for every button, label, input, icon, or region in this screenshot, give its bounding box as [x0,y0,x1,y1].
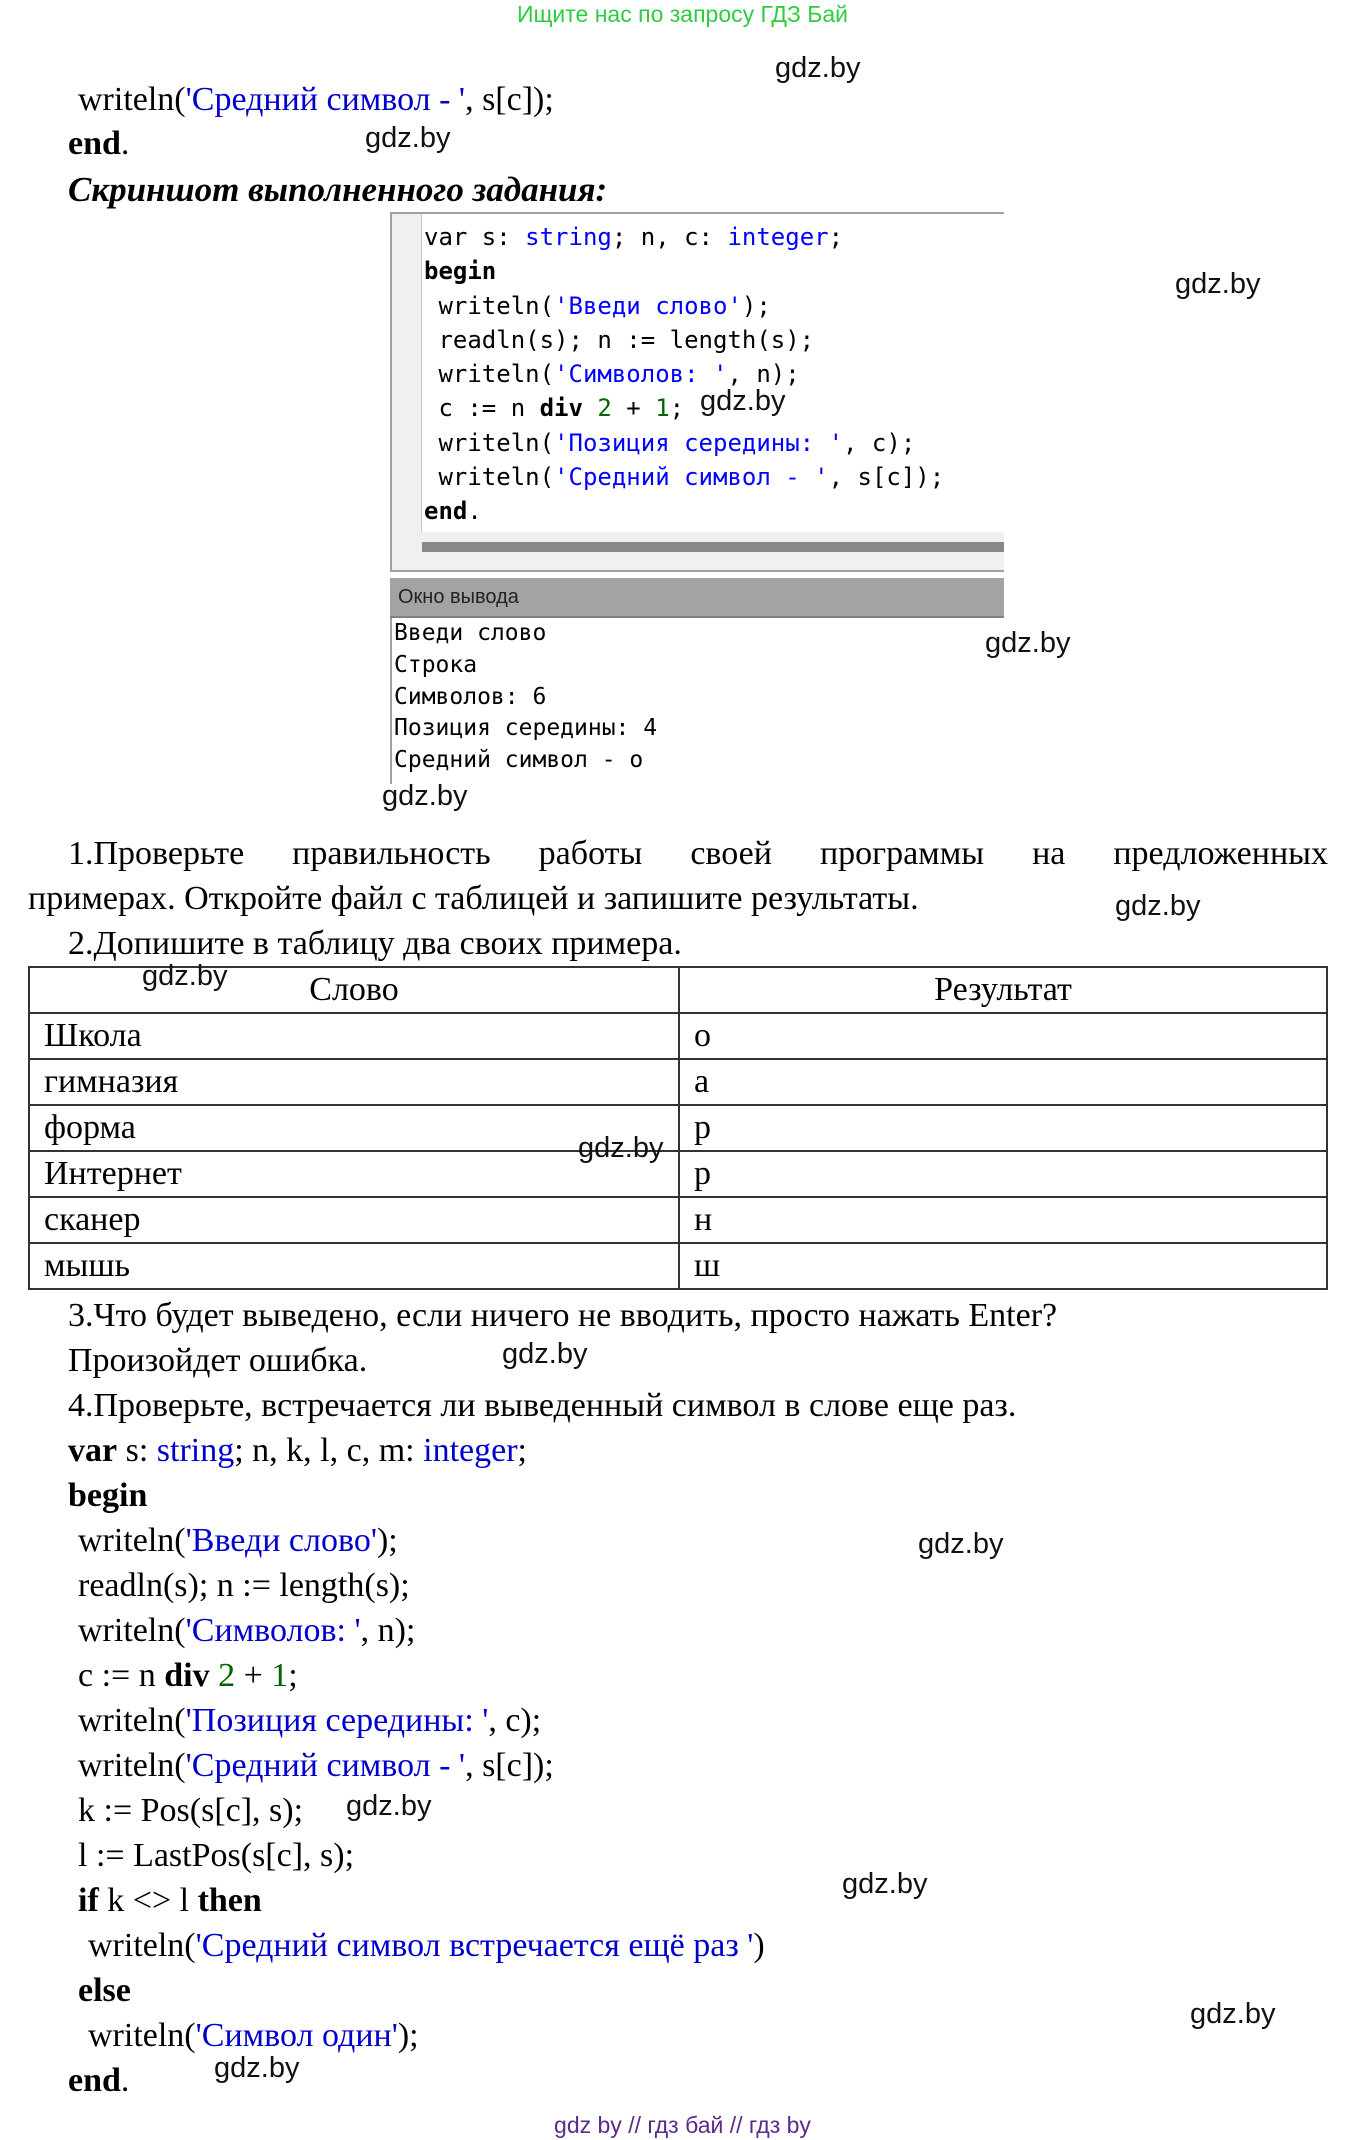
watermark: gdz.by [842,1868,928,1900]
output-window-header: Окно вывода [390,578,1004,618]
watermark: gdz.by [578,1132,664,1164]
cell-word: Школа [29,1013,679,1059]
column-header-result: Результат [679,967,1327,1013]
watermark: gdz.by [1190,1998,1276,2030]
cell-result: ш [679,1243,1327,1289]
code-dot: . [120,125,130,162]
table-row [29,1243,1327,1289]
task-4: 4.Проверьте, встречается ли выведенный символ в слове еще раз. [68,1387,1017,1424]
code2-line: writeln('Введи слово'); [78,1522,398,1559]
top-banner: Ищите нас по запросу ГДЗ Бай [516,1,849,27]
table-row [29,1151,1327,1197]
watermark: gdz.by [382,780,468,812]
code2-line: l := LastPos(s[c], s); [78,1837,355,1874]
code-editor-panel[interactable] [390,212,1004,572]
output-line: Средний символ - о [394,747,644,774]
watermark: gdz.by [918,1528,1004,1560]
code-fn: writeln( [78,81,186,118]
code2-var: var s: string; n, k, l, c, m: integer; [68,1432,527,1469]
cell-result: р [679,1105,1327,1151]
editor-line: readln(s); n := length(s); [424,325,815,354]
code2-else: else [78,1972,131,2009]
watermark: gdz.by [502,1338,588,1370]
cell-result: о [679,1013,1327,1059]
code2-line: k := Pos(s[c], s); [78,1792,304,1829]
code2-begin: begin [68,1477,148,1514]
table-row [29,1059,1327,1105]
task-3-question: 3.Что будет выведено, если ничего не вводить, просто нажать Enter? [68,1297,1058,1334]
editor-line: begin [424,257,497,286]
editor-line: writeln('Позиция середины: ', c); [424,428,916,457]
code2-end: end. [68,2062,130,2099]
editor-line: var s: string; n, c: integer; [424,223,844,251]
table-row [29,1105,1327,1151]
code2-line: if k <> l then [78,1882,262,1919]
code-line-writeln-middle-symbol [78,78,554,122]
editor-code[interactable] [424,220,944,529]
watermark: gdz.by [142,960,228,992]
code-line-end [68,122,129,166]
code2-line: writeln('Символов: ', n); [78,1612,416,1649]
output-line: Позиция середины: 4 [394,715,658,742]
watermark: gdz.by [346,1790,432,1822]
watermark: gdz.by [1115,890,1201,922]
output-window [390,618,1004,784]
code2-line: writeln('Средний символ встречается ещё раз ') [88,1927,765,1964]
watermark: gdz.by [775,52,861,84]
cell-result: а [679,1059,1327,1105]
task-1-line-1: 1.Проверьте правильность работы своей программы на предложенных [68,835,1328,872]
output-line: Строка [394,651,478,678]
cell-word: гимназия [29,1059,679,1105]
editor-line: writeln('Введи слово'); [424,291,771,320]
task-1-line-2: примерах. Откройте файл с таблицей и запишите результаты. [28,880,919,917]
scrollbar-thumb[interactable] [422,542,1004,552]
results-table [28,966,1328,1290]
editor-line: c := n div 2 + 1; [424,394,685,423]
task-3-answer: Произойдет ошибка. [68,1342,368,1379]
cell-result: р [679,1151,1327,1197]
cell-word: сканер [29,1197,679,1243]
table-row [29,1013,1327,1059]
cell-result: н [679,1197,1327,1243]
horizontal-scrollbar[interactable] [392,532,1004,572]
watermark: gdz.by [365,122,451,154]
editor-gutter [392,214,422,532]
table-row [29,1197,1327,1243]
column-header-word: Слово [29,967,679,1013]
screenshot-heading: Скриншот выполненного задания: [68,170,608,209]
editor-line: writeln('Средний символ - ', s[c]); [424,463,945,492]
code2-line: writeln('Символ один'); [88,2017,419,2054]
footer-links: gdz by // гдз бай // гдз by [554,2112,811,2138]
cell-word: форма [29,1105,679,1151]
watermark: gdz.by [985,627,1071,659]
code2-line: writeln('Позиция середины: ', c); [78,1702,542,1739]
output-line: Символов: 6 [394,683,547,710]
code-string: 'Средний символ - ' [185,81,466,118]
watermark: gdz.by [214,2052,300,2084]
task-2: 2.Допишите в таблицу два своих примера. [68,925,682,962]
editor-line: writeln('Символов: ', n); [424,360,800,389]
editor-line: end. [424,497,482,526]
cell-word: Интернет [29,1151,679,1197]
code2-line: c := n div 2 + 1; [78,1657,298,1694]
output-line: Введи слово [394,620,547,646]
cell-word: мышь [29,1243,679,1289]
code2-line: writeln('Средний символ - ', s[c]); [78,1747,554,1784]
keyword-end: end [68,125,121,162]
watermark: gdz.by [700,385,786,417]
code-rest: , s[c]); [465,81,554,118]
code2-line: readln(s); n := length(s); [78,1567,410,1604]
watermark: gdz.by [1175,268,1261,300]
